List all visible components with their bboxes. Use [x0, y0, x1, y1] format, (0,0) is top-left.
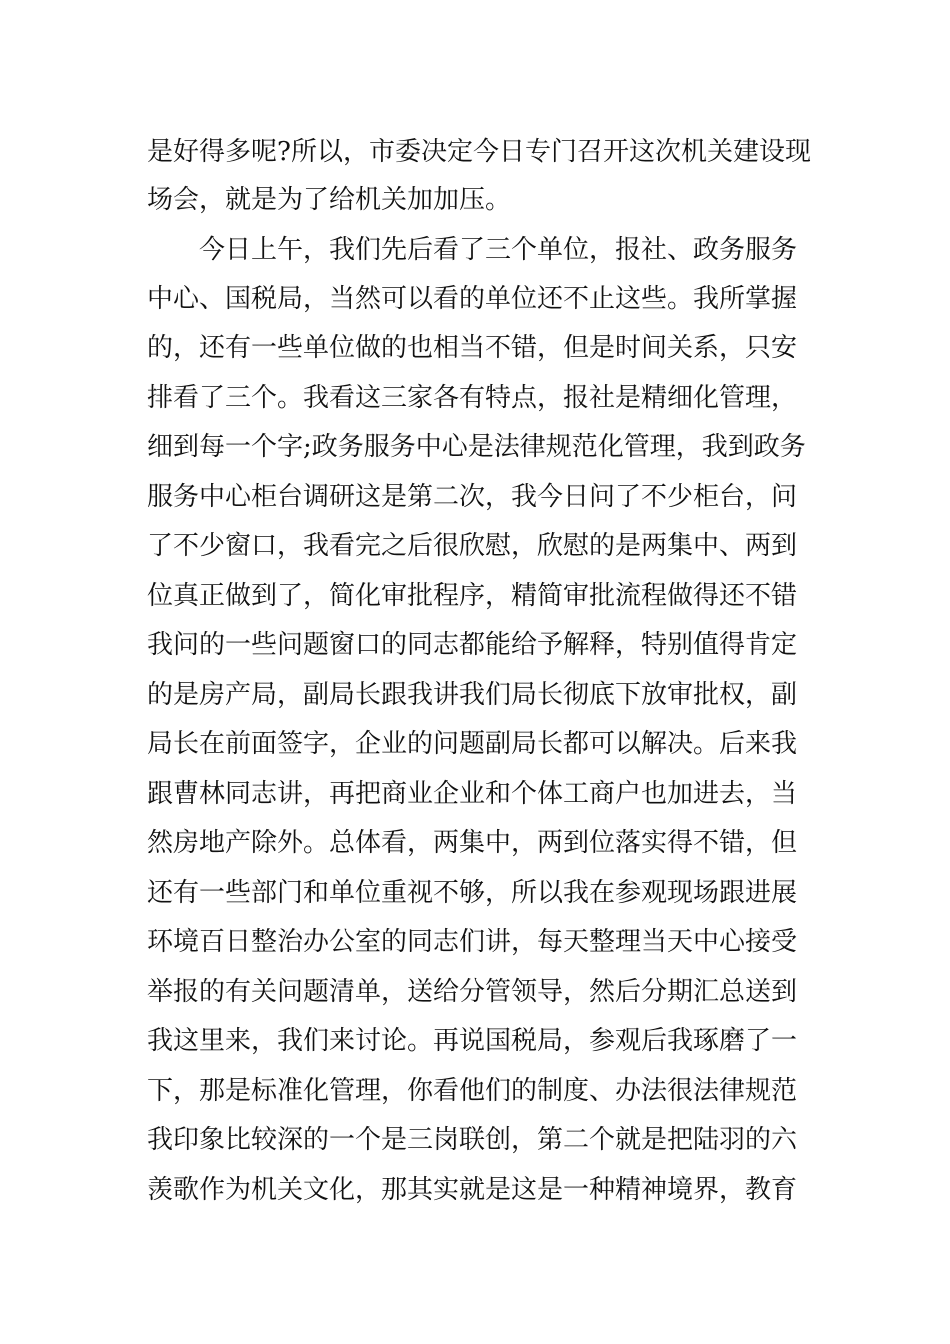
- text-line: 局长在前面签字，企业的问题副局长都可以解决。后来我: [147, 729, 798, 759]
- text-line: 的是房产局，副局长跟我讲我们局长彻底下放审批权，副: [147, 680, 798, 710]
- text-line: 中心、国税局，当然可以看的单位还不止这些。我所掌握: [147, 284, 798, 314]
- text-line: 排看了三个。我看这三家各有特点，报社是精细化管理，: [147, 383, 798, 413]
- text-line: 细到每一个字;政务服务中心是法律规范化管理，我到政务: [147, 432, 806, 462]
- text-line: 环境百日整治办公室的同志们讲，每天整理当天中心接受: [147, 927, 798, 957]
- text-line: 我这里来，我们来讨论。再说国税局，参观后我琢磨了一: [147, 1026, 798, 1056]
- text-line: 然房地产除外。总体看，两集中，两到位落实得不错，但: [147, 828, 798, 858]
- text-line: 我印象比较深的一个是三岗联创，第二个就是把陆羽的六: [147, 1125, 798, 1155]
- text-line: 场会，就是为了给机关加加压。: [147, 185, 512, 215]
- text-line: 我问的一些问题窗口的同志都能给予解释，特别值得肯定: [147, 630, 798, 660]
- paragraph-first-line: 今日上午，我们先后看了三个单位，报社、政务服务: [199, 235, 798, 265]
- text-line: 下，那是标准化管理，你看他们的制度、办法很法律规范: [147, 1076, 798, 1106]
- text-line: 羡歌作为机关文化，那其实就是这是一种精神境界，教育: [147, 1175, 798, 1205]
- text-line: 还有一些部门和单位重视不够，所以我在参观现场跟进展: [147, 878, 798, 908]
- text-line: 服务中心柜台调研这是第二次，我今日问了不少柜台，问: [147, 482, 798, 512]
- text-line: 了不少窗口，我看完之后很欣慰，欣慰的是两集中、两到: [147, 531, 798, 561]
- text-line: 位真正做到了，简化审批程序，精简审批流程做得还不错: [147, 581, 798, 611]
- text-line: 举报的有关问题清单，送给分管领导，然后分期汇总送到: [147, 977, 798, 1007]
- text-line: 跟曹林同志讲，再把商业企业和个体工商户也加进去，当: [147, 779, 798, 809]
- text-line: 的，还有一些单位做的也相当不错，但是时间关系，只安: [147, 333, 798, 363]
- text-line: 是好得多呢?所以，市委决定今日专门召开这次机关建设现: [147, 137, 811, 167]
